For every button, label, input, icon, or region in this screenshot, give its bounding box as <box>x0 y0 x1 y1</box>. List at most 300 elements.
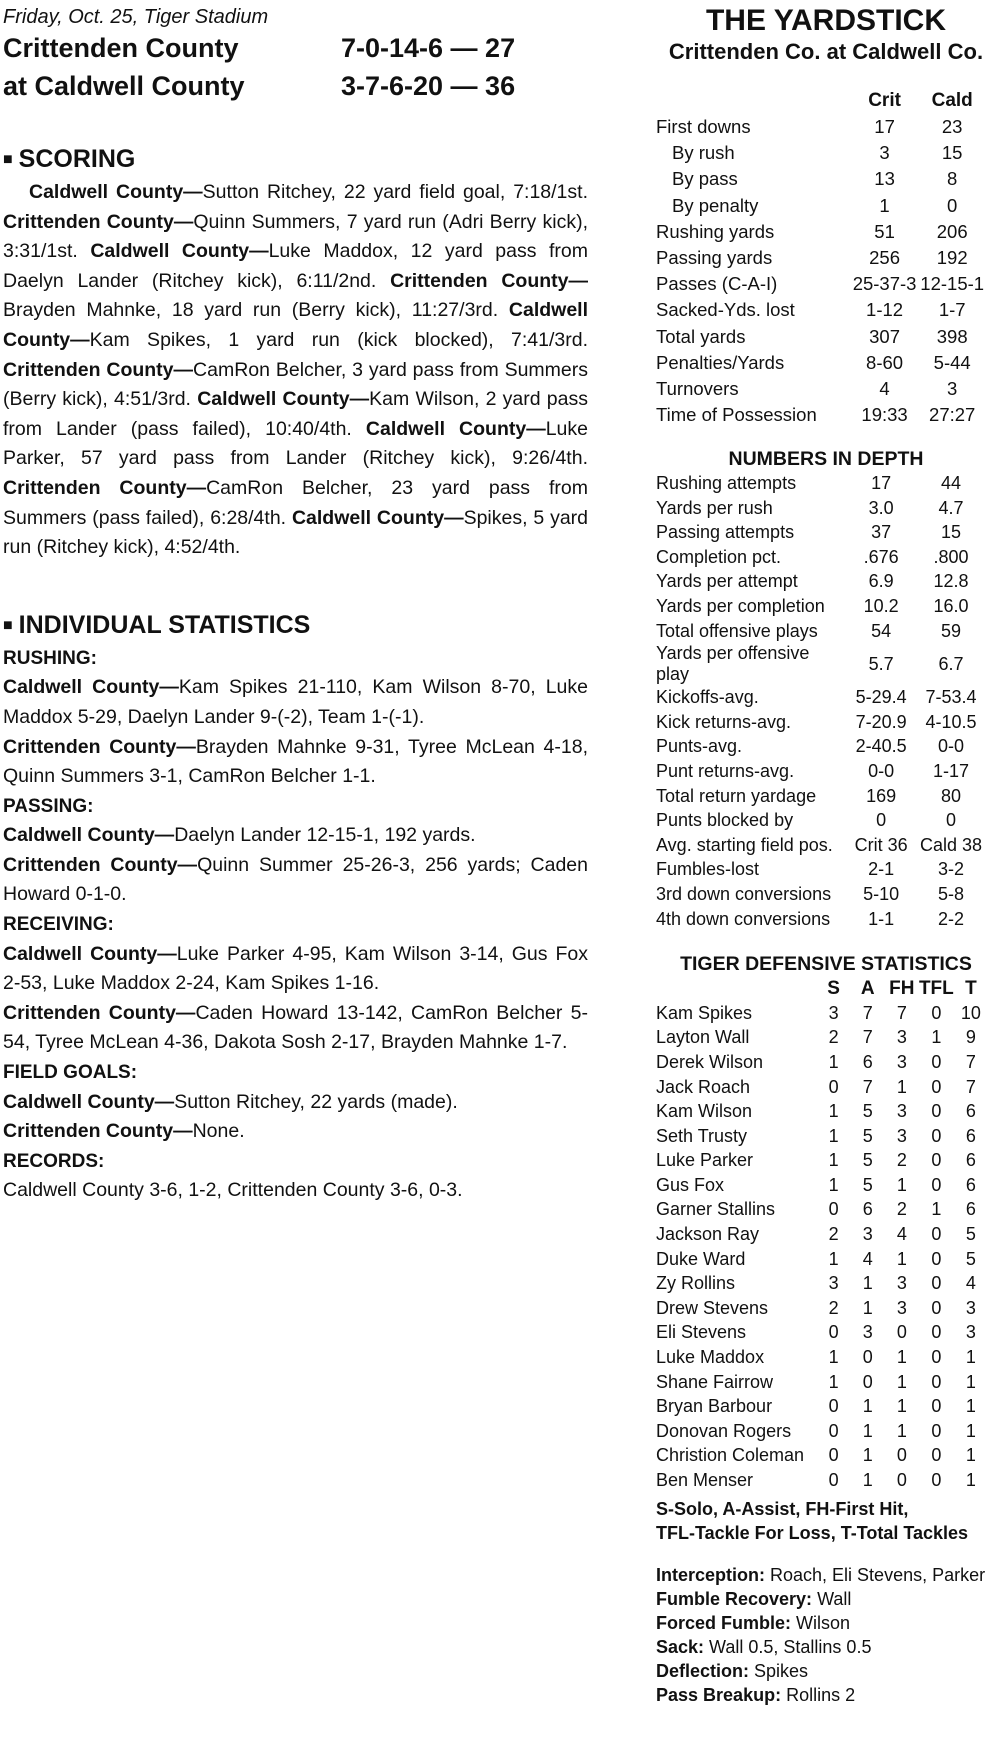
crit-value: 17 <box>871 473 892 494</box>
stat-tfl: 0 <box>931 1051 942 1072</box>
legend-line: TFL-Tackle For Loss, T-Total Tackles <box>656 1522 969 1543</box>
stat-fh: 7 <box>896 1002 907 1023</box>
stat-fh: 1 <box>896 1420 907 1441</box>
dateline: Friday, Oct. 25, Tiger Stadium <box>3 6 269 28</box>
stat-line <box>3 1088 588 1118</box>
defense-row <box>656 1444 988 1469</box>
stat-t: 7 <box>965 1051 976 1072</box>
crit-value: 5-29.4 <box>855 687 907 708</box>
depth-row <box>656 471 986 496</box>
stat-a: 3 <box>862 1322 873 1343</box>
row-label: Avg. starting field pos. <box>656 834 833 855</box>
stat-tfl: 0 <box>931 1150 942 1171</box>
row-label: Passing yards <box>656 247 773 269</box>
depth-row <box>656 685 986 710</box>
depth-row <box>656 784 986 809</box>
depth-row <box>656 808 986 833</box>
row-label: By rush <box>672 142 735 164</box>
note-label: Interception: <box>656 1564 766 1585</box>
row-label: Time of Possession <box>656 404 817 426</box>
stat-line <box>3 1176 588 1206</box>
defense-row <box>656 1198 988 1223</box>
stat-subheading: RECEIVING: <box>3 914 114 936</box>
stat-a: 4 <box>862 1248 873 1269</box>
stat-a: 5 <box>862 1150 873 1171</box>
row-label: Kick returns-avg. <box>656 711 792 732</box>
stat-line <box>3 851 588 910</box>
stat-t: 1 <box>965 1470 976 1491</box>
stat-s: 0 <box>828 1470 839 1491</box>
stat-line <box>3 940 588 999</box>
defense-row <box>656 1001 988 1026</box>
cald-value: .800 <box>933 546 969 567</box>
cald-value: 27:27 <box>929 404 976 426</box>
scoring-play: CamRon Belcher, 23 yard pass from Summers (pass failed), 6:28/4th. <box>3 476 588 529</box>
stat-tfl: 0 <box>931 1420 942 1441</box>
defense-row <box>656 1394 988 1419</box>
cald-value: 398 <box>936 325 968 347</box>
note-value: Wall <box>812 1588 852 1609</box>
stat-s: 0 <box>828 1396 839 1417</box>
player-name: Luke Maddox <box>656 1347 765 1368</box>
row-label: Fumbles-lost <box>656 859 760 880</box>
stat-t: 6 <box>965 1199 976 1220</box>
stat-s: 1 <box>828 1248 839 1269</box>
stat-tfl: 0 <box>931 1445 942 1466</box>
defense-row <box>656 1149 988 1174</box>
stat-tfl: 1 <box>931 1199 942 1220</box>
stat-text: Caden Howard 13-142, CamRon Belcher 5-54, Tyree McLean 4-36, Dakota Sosh 2-17, Brayden Mahnke 1-7. <box>3 1001 589 1054</box>
stat-tfl: 0 <box>931 1174 942 1195</box>
col-cald: Cald <box>931 90 973 111</box>
row-label: Penalties/Yards <box>656 351 785 373</box>
defense-header-row <box>656 976 988 1001</box>
stat-a: 5 <box>862 1101 873 1122</box>
player-name: Kam Wilson <box>656 1101 753 1122</box>
stat-team: Caldwell County— <box>3 1090 175 1113</box>
cald-value: 59 <box>941 620 962 641</box>
yardstick-row <box>656 271 986 297</box>
stat-a: 1 <box>862 1297 873 1318</box>
stat-t: 10 <box>960 1002 981 1023</box>
stat-t: 3 <box>965 1322 976 1343</box>
defense-col-header: FH <box>889 977 915 999</box>
defense-row <box>656 1296 988 1321</box>
stat-text: Quinn Summer 25-26-3, 256 yards; Caden Howard 0-1-0. <box>3 853 589 906</box>
depth-row <box>656 882 986 907</box>
defense-row <box>656 1419 988 1444</box>
note-value: Wall 0.5, Stallins 0.5 <box>704 1636 872 1657</box>
player-name: Bryan Barbour <box>656 1396 773 1417</box>
defense-col-header: S <box>827 977 840 999</box>
col-crit: Crit <box>868 90 901 111</box>
cald-value: 192 <box>936 247 968 269</box>
cald-value: 7-53.4 <box>925 687 977 708</box>
stat-fh: 4 <box>896 1224 907 1245</box>
crit-value: 13 <box>874 168 895 190</box>
stat-tfl: 0 <box>931 1076 942 1097</box>
scoring-heading: ■ SCORING <box>3 145 136 173</box>
yardstick-row <box>656 324 986 350</box>
stat-tfl: 0 <box>931 1248 942 1269</box>
row-label: Sacked-Yds. lost <box>656 299 795 321</box>
defense-row <box>656 1099 988 1124</box>
note-value: Rollins 2 <box>781 1684 856 1705</box>
stat-fh: 0 <box>896 1445 907 1466</box>
note-value: Wilson <box>791 1612 851 1633</box>
defense-table <box>656 976 988 1492</box>
right-column <box>656 0 996 1707</box>
row-label: Yards per completion <box>656 596 825 617</box>
cald-value: 16.0 <box>933 596 969 617</box>
stat-a: 1 <box>862 1420 873 1441</box>
stat-text: Brayden Mahnke 9-31, Tyree McLean 4-18, Quinn Summers 3-1, CamRon Belcher 1-1. <box>3 735 589 788</box>
depth-row <box>656 858 986 883</box>
defense-row <box>656 1271 988 1296</box>
yardstick-row <box>656 245 986 271</box>
stat-fh: 1 <box>896 1076 907 1097</box>
yardstick-header-row <box>656 88 986 114</box>
cald-value: 4.7 <box>938 497 964 518</box>
scoring-team: Caldwell County— <box>29 181 203 203</box>
scoring-team: Caldwell County— <box>90 240 269 263</box>
stat-fh: 1 <box>896 1396 907 1417</box>
stat-line <box>3 673 588 732</box>
cald-value: 15 <box>941 522 962 543</box>
crit-value: 25-37-3 <box>852 273 917 295</box>
stat-tfl: 0 <box>931 1101 942 1122</box>
yardstick-subtitle: Crittenden Co. at Caldwell Co. <box>668 39 984 64</box>
stat-fh: 1 <box>896 1248 907 1269</box>
depth-row <box>656 496 986 521</box>
stat-s: 1 <box>828 1125 839 1146</box>
cald-value: 2-2 <box>938 908 965 929</box>
defense-notes <box>656 1563 996 1707</box>
crit-value: 6.9 <box>868 571 894 592</box>
row-label: By penalty <box>672 194 759 216</box>
player-name: Donovan Rogers <box>656 1420 792 1441</box>
stat-s: 2 <box>828 1224 839 1245</box>
cald-value: 12-15-1 <box>920 273 985 295</box>
defense-row <box>656 1247 988 1272</box>
yardstick-table <box>656 88 986 428</box>
stat-s: 3 <box>828 1273 839 1294</box>
stat-line <box>3 821 588 851</box>
crit-value: 5-10 <box>863 883 900 904</box>
cald-value: 5-44 <box>933 351 971 373</box>
crit-value: .676 <box>863 546 899 567</box>
note-line <box>656 1659 996 1683</box>
stat-text: Sutton Ritchey, 22 yards (made). <box>174 1090 458 1113</box>
cald-value: Cald 38 <box>920 834 983 855</box>
player-name: Gus Fox <box>656 1174 725 1195</box>
depth-row <box>656 643 986 685</box>
player-name: Eli Stevens <box>656 1322 747 1343</box>
depth-row <box>656 735 986 760</box>
stat-s: 1 <box>828 1347 839 1368</box>
yardstick-row <box>656 402 986 428</box>
stat-tfl: 0 <box>931 1470 942 1491</box>
defense-row <box>656 1468 988 1493</box>
scoring-play: Quinn Summers, 7 yard run (Adri Berry kick), 3:31/1st. <box>3 210 588 263</box>
depth-row <box>656 907 986 932</box>
note-label: Deflection: <box>656 1660 750 1681</box>
yardstick-row <box>656 193 986 219</box>
depth-row <box>656 833 986 858</box>
individual-heading: ■ INDIVIDUAL STATISTICS <box>3 610 311 639</box>
scoring-team: Crittenden County— <box>390 269 588 292</box>
note-value: Roach, Eli Stevens, Parker <box>765 1564 986 1585</box>
stat-t: 1 <box>965 1396 976 1417</box>
defense-row <box>656 1222 988 1247</box>
player-name: Christion Coleman <box>656 1445 805 1466</box>
player-name: Garner Stallins <box>656 1199 776 1220</box>
stat-tfl: 1 <box>931 1027 942 1048</box>
yardstick-row <box>656 114 986 140</box>
legend-line: S-Solo, A-Assist, FH-First Hit, <box>656 1498 909 1519</box>
stat-line <box>3 733 588 792</box>
stat-a: 6 <box>862 1199 873 1220</box>
stat-subheading: PASSING: <box>3 795 94 817</box>
stat-t: 1 <box>965 1445 976 1466</box>
defense-row <box>656 1321 988 1346</box>
stat-fh: 3 <box>896 1027 907 1048</box>
stat-tfl: 0 <box>931 1297 942 1318</box>
scoreboard <box>3 29 588 105</box>
depth-row <box>656 759 986 784</box>
note-value: Spikes <box>749 1660 809 1681</box>
stat-fh: 0 <box>896 1470 907 1491</box>
yardstick-row <box>656 376 986 402</box>
line-score: 7-0-14-6 — 27 <box>341 33 516 63</box>
row-label: Total yards <box>656 325 746 347</box>
square-bullet-icon: ■ <box>3 616 13 634</box>
depth-row <box>656 545 986 570</box>
team-name: Crittenden County <box>3 33 239 63</box>
defense-col-header: A <box>860 977 875 999</box>
crit-value: 1-12 <box>866 299 904 321</box>
row-label: Kickoffs-avg. <box>656 687 759 708</box>
stat-a: 5 <box>862 1125 873 1146</box>
stat-s: 1 <box>828 1174 839 1195</box>
cald-value: 44 <box>941 473 962 494</box>
stat-a: 3 <box>862 1224 873 1245</box>
stat-t: 1 <box>965 1371 976 1392</box>
cald-value: 3 <box>947 377 958 399</box>
crit-value: 51 <box>874 220 895 242</box>
cald-value: 0 <box>946 810 957 831</box>
stat-s: 1 <box>828 1101 839 1122</box>
line-score: 3-7-6-20 — 36 <box>341 71 516 101</box>
row-label: Rushing yards <box>656 220 775 242</box>
stat-a: 1 <box>862 1470 873 1491</box>
cald-value: 1-7 <box>938 299 966 321</box>
crit-value: 54 <box>871 620 892 641</box>
crit-value: 3 <box>879 142 890 164</box>
cald-value: 6.7 <box>938 653 964 674</box>
stat-fh: 1 <box>896 1347 907 1368</box>
defense-row <box>656 1075 988 1100</box>
stat-t: 6 <box>965 1125 976 1146</box>
score-line <box>3 29 588 67</box>
individual-statistics <box>3 644 588 1206</box>
player-name: Derek Wilson <box>656 1051 764 1072</box>
row-label: Total return yardage <box>656 785 817 806</box>
stat-team: Caldwell County— <box>3 942 177 965</box>
stat-s: 0 <box>828 1199 839 1220</box>
stat-text: None. <box>192 1120 245 1143</box>
left-column <box>3 0 588 1206</box>
player-name: Ben Menser <box>656 1470 754 1491</box>
stat-fh: 3 <box>896 1125 907 1146</box>
stat-t: 1 <box>965 1347 976 1368</box>
stat-t: 6 <box>965 1101 976 1122</box>
numbers-in-depth-table <box>656 471 986 931</box>
stat-t: 9 <box>965 1027 976 1048</box>
row-label: Rushing attempts <box>656 473 797 494</box>
stat-line <box>3 999 588 1058</box>
stat-s: 1 <box>828 1051 839 1072</box>
stat-t: 4 <box>965 1273 976 1294</box>
stat-a: 7 <box>862 1002 873 1023</box>
cald-value: 80 <box>941 785 962 806</box>
yardstick-row <box>656 350 986 376</box>
stat-s: 0 <box>828 1322 839 1343</box>
crit-value: 19:33 <box>861 404 908 426</box>
defense-col-header: T <box>965 977 977 999</box>
stat-a: 1 <box>862 1396 873 1417</box>
crit-value: 2-40.5 <box>855 736 907 757</box>
stat-a: 6 <box>862 1051 873 1072</box>
team-name: at Caldwell County <box>3 71 245 101</box>
scoring-team: Caldwell County— <box>197 388 370 411</box>
player-name: Seth Trusty <box>656 1125 748 1146</box>
stat-a: 1 <box>862 1273 873 1294</box>
player-name: Duke Ward <box>656 1248 746 1269</box>
stat-fh: 3 <box>896 1051 907 1072</box>
scoring-play: Brayden Mahnke, 18 yard run (Berry kick), 11:27/3rd. <box>3 299 509 322</box>
crit-value: 5.7 <box>868 653 894 674</box>
depth-row <box>656 594 986 619</box>
row-label: Passing attempts <box>656 522 795 543</box>
scoring-team: Crittenden County— <box>3 358 194 381</box>
crit-value: 17 <box>874 116 895 138</box>
stat-subheading: RECORDS: <box>3 1150 105 1172</box>
stat-s: 0 <box>828 1420 839 1441</box>
stat-text: Daelyn Lander 12-15-1, 192 yards. <box>174 824 476 847</box>
defense-legend <box>656 1497 996 1545</box>
scoring-play: Sutton Ritchey, 22 yard field goal, 7:18/1st. <box>202 181 588 203</box>
depth-row <box>656 619 986 644</box>
stat-t: 5 <box>965 1248 976 1269</box>
stat-fh: 3 <box>896 1101 907 1122</box>
crit-value: 8-60 <box>866 351 904 373</box>
note-label: Forced Fumble: <box>656 1612 792 1633</box>
player-name: Drew Stevens <box>656 1297 769 1318</box>
player-name: Jack Roach <box>656 1076 751 1097</box>
player-name: Luke Parker <box>656 1150 754 1171</box>
numbers-in-depth-title: NUMBERS IN DEPTH <box>728 448 924 471</box>
player-name: Shane Fairrow <box>656 1371 774 1392</box>
stat-team: Crittenden County— <box>3 735 196 758</box>
defense-col-header: TFL <box>918 977 954 999</box>
crit-value: 7-20.9 <box>855 711 907 732</box>
cald-value: 8 <box>947 168 958 190</box>
stat-a: 5 <box>862 1174 873 1195</box>
row-label: First downs <box>656 116 751 138</box>
note-line <box>656 1563 996 1587</box>
stat-t: 3 <box>965 1297 976 1318</box>
stat-tfl: 0 <box>931 1125 942 1146</box>
crit-value: 256 <box>869 247 900 269</box>
scoring-play: Luke Parker, 57 yard pass from Lander (Ritchey kick), 9:26/4th. <box>3 417 588 470</box>
stat-a: 7 <box>862 1076 873 1097</box>
defense-row <box>656 1370 988 1395</box>
note-label: Pass Breakup: <box>656 1684 782 1705</box>
row-label: 4th down conversions <box>656 908 831 929</box>
note-line <box>656 1635 996 1659</box>
stat-s: 2 <box>828 1297 839 1318</box>
row-label: Yards per offensive play <box>656 643 810 685</box>
row-label: Yards per rush <box>656 497 773 518</box>
stat-fh: 0 <box>896 1322 907 1343</box>
player-name: Kam Spikes <box>656 1002 753 1023</box>
stat-tfl: 0 <box>931 1396 942 1417</box>
note-label: Fumble Recovery: <box>656 1588 813 1609</box>
scoring-team: Caldwell County— <box>365 417 546 440</box>
crit-value: 0 <box>876 810 887 831</box>
row-label: Yards per attempt <box>656 571 798 592</box>
row-label: 3rd down conversions <box>656 883 832 904</box>
row-label: Passes (C-A-I) <box>656 273 778 295</box>
stat-tfl: 0 <box>931 1002 942 1023</box>
stat-fh: 1 <box>896 1174 907 1195</box>
crit-value: 0-0 <box>868 760 895 781</box>
scoring-play: Luke Maddox, 12 yard pass from Daelyn Lander (Ritchey kick), 6:11/2nd. <box>3 240 588 292</box>
stat-t: 1 <box>965 1420 976 1441</box>
stat-subheading: RUSHING: <box>3 647 97 669</box>
cald-value: 15 <box>941 142 963 164</box>
crit-value: 4 <box>879 377 890 399</box>
note-label: Sack: <box>656 1636 705 1657</box>
score-line <box>3 67 588 105</box>
row-label: Turnovers <box>656 377 739 399</box>
scoring-summary <box>3 178 588 563</box>
stat-tfl: 0 <box>931 1224 942 1245</box>
crit-value: 10.2 <box>863 596 899 617</box>
player-name: Jackson Ray <box>656 1224 760 1245</box>
cald-value: 0 <box>947 194 958 216</box>
cald-value: 4-10.5 <box>925 711 977 732</box>
scoring-team: Caldwell County— <box>3 299 588 351</box>
cald-value: 1-17 <box>933 760 970 781</box>
stat-a: 0 <box>862 1371 873 1392</box>
stat-fh: 1 <box>896 1371 907 1392</box>
scoring-team: Crittenden County— <box>3 476 207 499</box>
stat-team: Crittenden County— <box>3 1001 196 1024</box>
stat-s: 1 <box>828 1150 839 1171</box>
row-label: Completion pct. <box>656 546 782 567</box>
yardstick-row <box>656 140 986 166</box>
depth-row <box>656 520 986 545</box>
stat-t: 7 <box>965 1076 976 1097</box>
square-bullet-icon: ■ <box>3 151 13 168</box>
stat-a: 1 <box>862 1445 873 1466</box>
stat-team: Crittenden County— <box>3 853 198 876</box>
stat-team: Caldwell County— <box>3 676 179 699</box>
stat-tfl: 0 <box>931 1273 942 1294</box>
stat-tfl: 0 <box>931 1347 942 1368</box>
